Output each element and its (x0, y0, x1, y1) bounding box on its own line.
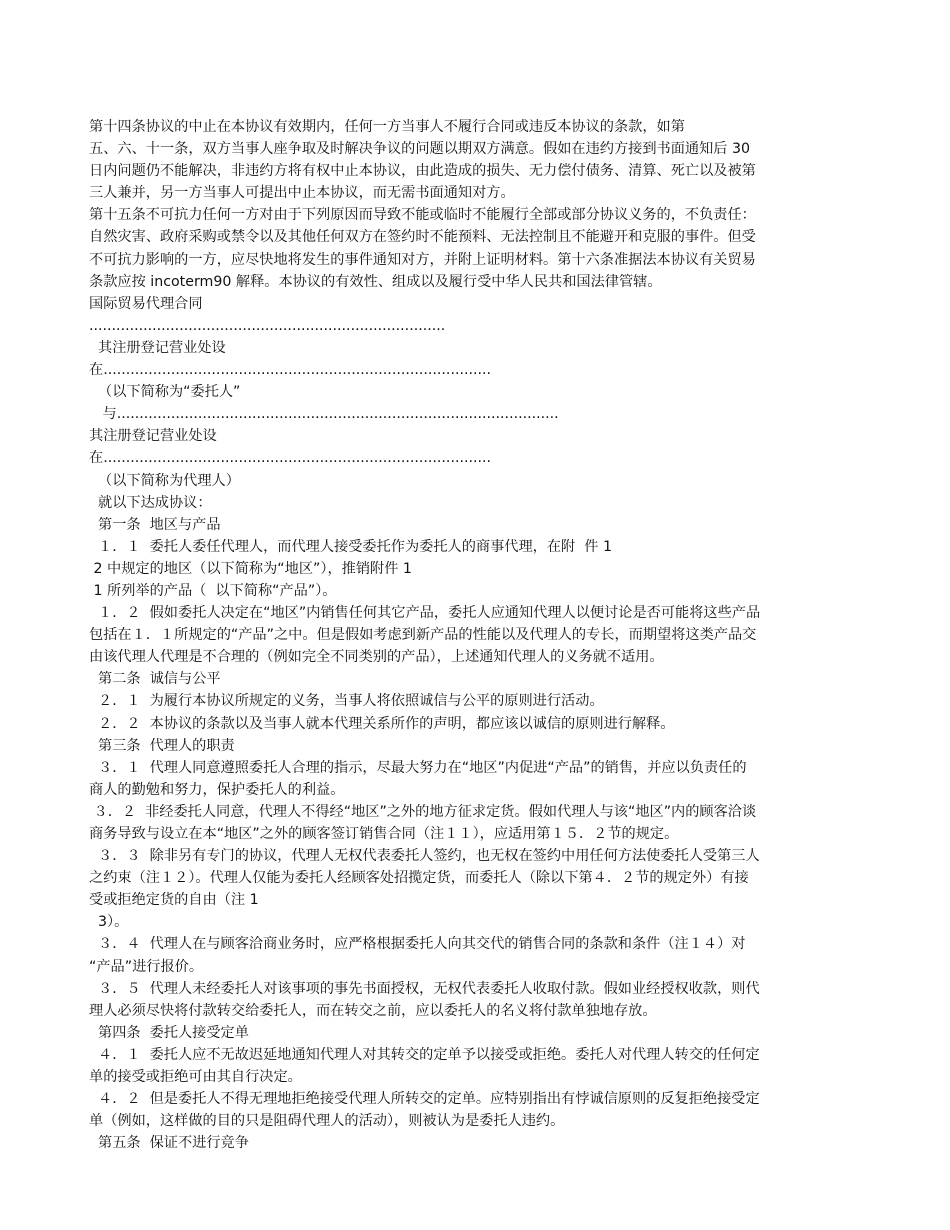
document-line: 国际贸易代理合同 (89, 295, 203, 312)
document-line: 与.................................................................................................. (89, 406, 559, 423)
document-body (89, 116, 861, 1154)
document-line: ２．２ 本协议的条款以及当事人就本代理关系所作的声明，都应该以诚信的原则进行解释。 (89, 715, 675, 732)
document-line: ............................................................................... (89, 317, 446, 334)
document-line: 三人兼并，另一方当事人可提出中止本协议，而无需书面通知对方。 (89, 185, 515, 202)
document-line: ３．５ 代理人未经委托人对该事项的事先书面授权，无权代表委托人收取付款。假如业经授权收款，则代 (89, 980, 760, 997)
document-line: 商务导致与设立在本“地区”之外的顾客签订销售合同（注１１），应适用第１５．２节的规定。 (89, 826, 679, 842)
document-line: 受或拒绝定货的自由（注 1 (89, 892, 259, 909)
document-line: 第五条 保证不进行竞争 (89, 1135, 249, 1152)
document-line: 商人的勤勉和努力，保护委托人的利益。 (89, 781, 345, 798)
document-line: 其注册登记营业处设 (89, 428, 217, 445)
document-line: 在...................................................................................... (89, 362, 492, 379)
document-line: 单（例如，这样做的目的只是阻碍代理人的活动），则被认为是委托人违约。 (89, 1113, 565, 1130)
document-line: 由该代理人代理是不合理的（例如完全不同类别的产品），上述通知代理人的义务就不适用。 (89, 649, 664, 666)
document-line: 1 所列举的产品（ 以下简称“产品”）。 (89, 582, 337, 599)
document-line: （以下简称为“委托人” (89, 384, 241, 401)
document-line: 单的接受或拒绝可由其自行决定。 (89, 1069, 302, 1086)
document-line: 包括在１．１所规定的“产品”之中。但是假如考虑到新产品的性能以及代理人的专长，而期望将这类产品交 (89, 627, 757, 644)
document-line: ２．１ 为履行本协议所规定的义务，当事人将依照诚信与公平的原则进行活动。 (89, 693, 604, 710)
document-line: “产品”进行报价。 (89, 958, 204, 975)
document-line: 之约束（注１２）。代理人仅能为委托人经顾客处招揽定货，而委托人（除以下第４．２节的规定外）有接 (89, 870, 749, 887)
document-line: 在...................................................................................... (89, 450, 492, 467)
document-line: 第四条 委托人接受定单 (89, 1024, 249, 1041)
document-line: 第一条 地区与产品 (89, 516, 221, 533)
document-line: 第十四条协议的中止在本协议有效期内，任何一方当事人不履行合同或违反本协议的条款，如第 (89, 119, 685, 135)
document-line: 条款应按 incoterm90 解释。本协议的有效性、组成以及履行受中华人民共和国法律管辖。 (89, 273, 662, 290)
document-line: （以下简称为代理人） (89, 472, 240, 489)
document-line: 其注册登记营业处设 (89, 339, 226, 356)
document-line: 第二条 诚信与公平 (89, 671, 221, 688)
document-line: ３．３ 除非另有专门的协议，代理人无权代表委托人签约，也无权在签约中用任何方法使委托人受第三人 (89, 848, 760, 865)
document-line: 理人必须尽快将付款转交给委托人，而在转交之前，应以委托人的名义将付款单独地存放。 (89, 1002, 657, 1019)
document-line: 日内问题仍不能解决，非违约方将有权中止本协议，由此造成的损失、无力偿付债务、清算、死亡以及被第 (89, 163, 756, 180)
document-line: 第三条 代理人的职责 (89, 737, 235, 754)
document-line: １．１ 委托人委任代理人，而代理人接受委托作为委托人的商事代理，在附 件 1 (89, 538, 612, 555)
document-line: 第十五条不可抗力任何一方对由于下列原因而导致不能或临时不能履行全部或部分协议义务的，不负责任： (89, 207, 756, 224)
document-line: ４．１ 委托人应不无故迟延地通知代理人对其转交的定单予以接受或拒绝。委托人对代理人转交的任何定 (89, 1046, 760, 1063)
document-line: 就以下达成协议： (89, 494, 212, 511)
document-line: 不可抗力影响的一方，应尽快地将发生的事件通知对方，并附上证明材料。第十六条准据法本协议有关贸易 (89, 251, 756, 268)
document-line: 五、六、十一条，双方当事人座争取及时解决争议的问题以期双方满意。假如在违约方接到书面通知后 30 (89, 141, 751, 158)
document-line: ３．２ 非经委托人同意，代理人不得经“地区”之外的地方征求定货。假如代理人与该“地区”内的顾客洽谈 (89, 803, 757, 820)
document-line: 自然灾害、政府采购或禁令以及其他任何双方在签约时不能预料、无法控制且不能避开和克服的事件。但受 (89, 229, 756, 246)
document-line: 3）。 (89, 914, 129, 931)
document-line: 2 中规定的地区（以下简称为“地区”），推销附件 1 (89, 560, 412, 577)
document-line: ３．４ 代理人在与顾客洽商业务时，应严格根据委托人向其交代的销售合同的条款和条件（注１４）对 (89, 936, 746, 953)
document-line: ４．２ 但是委托人不得无理地拒绝接受代理人所转交的定单。应特别指出有悖诚信原则的反复拒绝接受定 (89, 1091, 760, 1108)
document-line: １．２ 假如委托人决定在“地区”内销售任何其它产品，委托人应通知代理人以便讨论是否可能将这些产品 (89, 605, 761, 622)
document-line: ３．１ 代理人同意遵照委托人合理的指示，尽最大努力在“地区”内促进“产品”的销售，并应以负责任的 (89, 759, 747, 776)
